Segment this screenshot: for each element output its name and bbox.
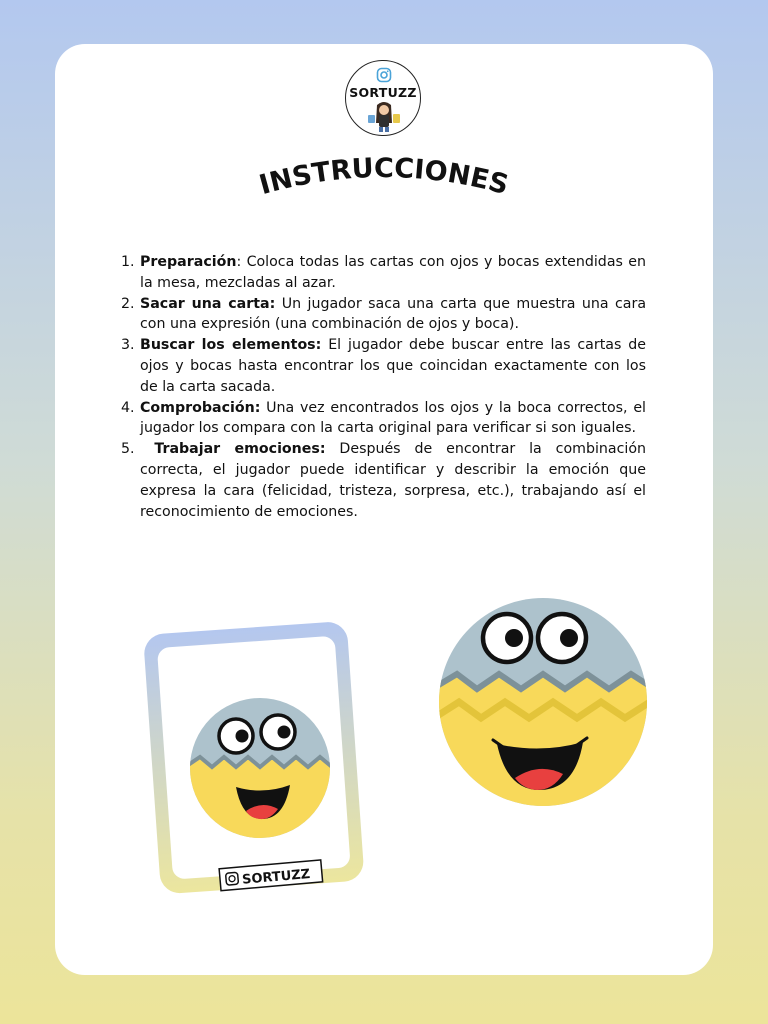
sortuzz-logo [345, 60, 421, 136]
face-illustration [437, 592, 653, 814]
svg-text:INSTRUCCIONES [256, 153, 512, 201]
step-number: 1. [121, 254, 135, 270]
character-figure-icon [367, 101, 401, 133]
list-item [118, 398, 646, 440]
list-item [118, 335, 646, 397]
step-number: 5. [121, 441, 135, 458]
step-number: 2. [121, 295, 135, 312]
list-item [118, 252, 646, 294]
step-text: El jugador debe buscar entre las cartas de ojos y bocas hasta encontrar los que coincidan exactamente con los de la carta sacada. [140, 337, 646, 395]
step-text: Después de encontrar la combinación correcta, el jugador puede identificar y describir la emoción que expresa la cara (felicidad, tristeza, sorpresa, etc.), trabajando así el reconocimiento de emociones. [140, 441, 646, 520]
step-heading: Comprobación: [140, 399, 261, 416]
step-number: 3. [121, 337, 135, 354]
step-heading: Sacar una carta: [140, 295, 276, 312]
logo-brand-name: SORTUZZ [349, 85, 417, 100]
step-heading: Trabajar emociones: [140, 441, 326, 458]
page-title [250, 150, 518, 210]
step-text: Una vez encontrados los ojos y la boca correctos, el jugador los compara con la carta original para verificar si son iguales. [140, 399, 646, 437]
page-title-text: INSTRUCCIONES [256, 152, 512, 202]
card-brand-label: SORTUZZ [241, 866, 311, 888]
step-separator: : [236, 254, 242, 270]
step-text: Un jugador saca una carta que muestra una cara con una expresión (una combinación de ojos y boca). [140, 295, 647, 333]
list-item [118, 294, 646, 336]
example-card-illustration [138, 615, 388, 905]
step-heading: Buscar los elementos: [140, 337, 322, 354]
list-item [118, 439, 646, 522]
instagram-icon [376, 67, 392, 83]
step-number: 4. [121, 399, 135, 416]
step-heading: Preparación [140, 254, 237, 270]
step-text: Coloca todas las cartas con ojos y bocas extendidas en la mesa, mezcladas al azar. [140, 254, 646, 291]
instruction-list [118, 252, 646, 522]
